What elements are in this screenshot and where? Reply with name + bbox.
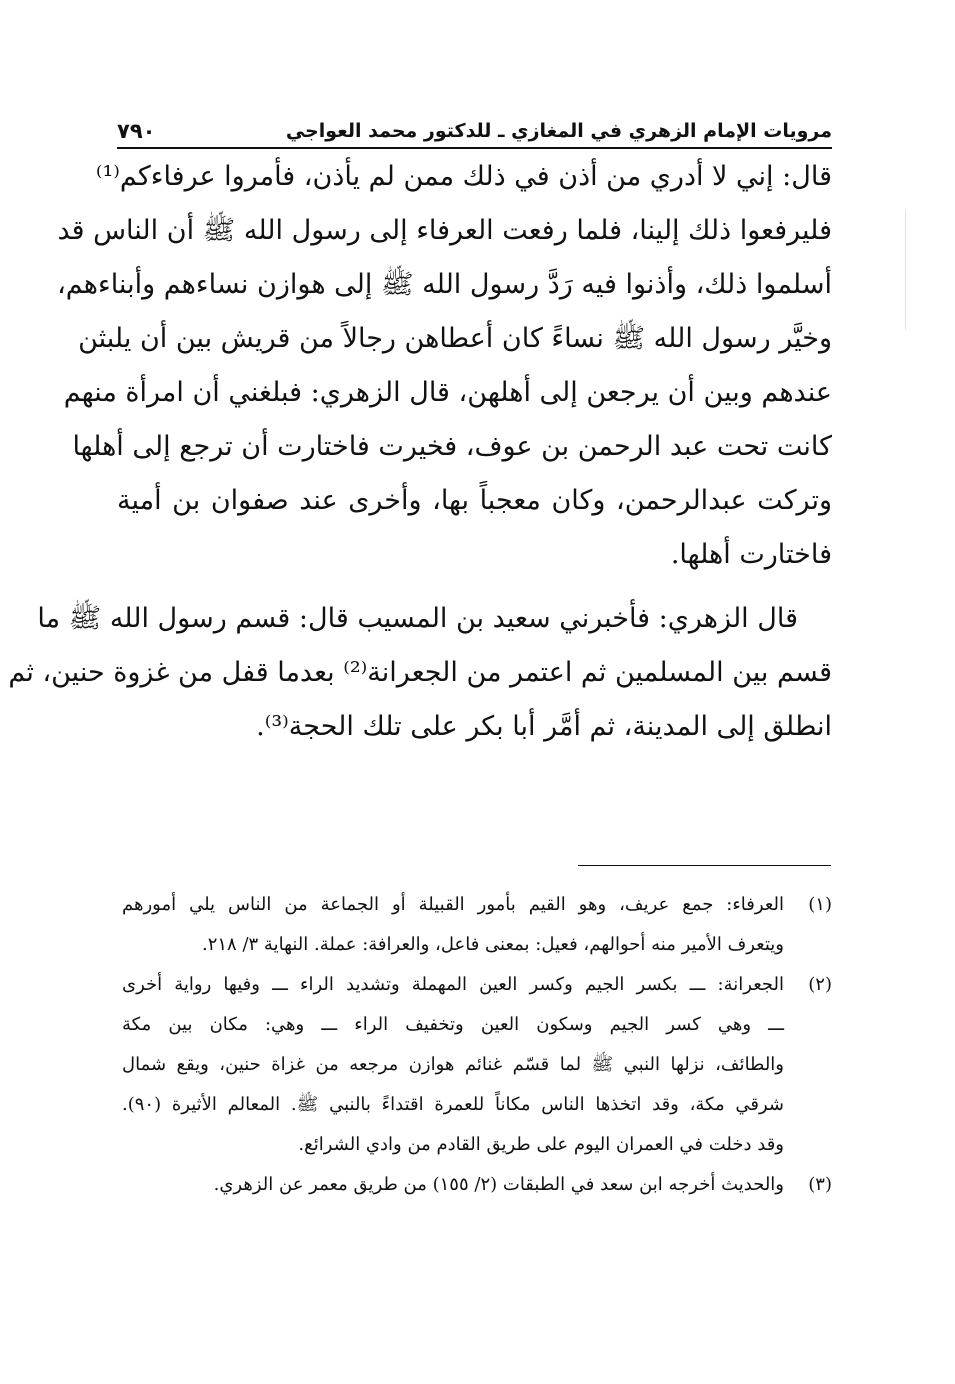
text-line: وخيَّر رسول الله ﷺ نساءً كان أعطاهن رجالاً من قريش بين أن يلبثن — [78, 323, 832, 354]
header-title: مرويات الإمام الزهري في المغازي ـ للدكتور محمد العواجي — [285, 120, 832, 142]
header-rule — [117, 147, 832, 149]
page-number: ٧٩٠ — [117, 119, 156, 143]
footnote-number: (١) — [808, 894, 832, 915]
footnote-line: العرفاء: جمع عريف، وهو القيم بأمور القبيلة أو الجماعة من الناس يلي أمورهم — [122, 894, 784, 915]
text-line: أسلموا ذلك، وأذنوا فيه رَدَّ رسول الله ﷺ إلى هوازن نساءهم وأبناءهم، — [57, 269, 832, 300]
running-header — [117, 110, 832, 146]
text-line: وتركت عبدالرحمن، وكان معجباً بها، وأخرى عند صفوان بن أمية — [117, 485, 832, 516]
text-line: فليرفعوا ذلك إلينا، فلما رفعت العرفاء إلى رسول الله ﷺ أن الناس قد — [57, 215, 832, 246]
text-line: انطلق إلى المدينة، ثم أمَّر أبا بكر على تلك الحجة⁽³⁾. — [256, 711, 832, 742]
text-line: عندهم وبين أن يرجعن إلى أهلهن، قال الزهري: فبلغني أن امرأة منهم — [63, 377, 832, 408]
text-line: قال الزهري: فأخبرني سعيد بن المسيب قال: قسم رسول الله ﷺ ما — [37, 603, 798, 634]
footnotes — [122, 885, 832, 1205]
footnote — [122, 1165, 832, 1205]
footnote-line: والطائف، نزلها النبي ﷺ لما قسّم غنائم هوازن مرجعه من غزاة حنين، ويقع شمال — [122, 1054, 784, 1075]
footnote-separator — [578, 865, 831, 866]
footnote-line: الجعرانة: ـــ بكسر الجيم وكسر العين المهملة وتشديد الراء ـــ وفيها رواية أخرى — [122, 974, 784, 995]
paragraph — [57, 150, 832, 582]
footnote-line: ـــ وهي كسر الجيم وسكون العين وتخفيف الراء ـــ وهي: مكان بين مكة — [122, 1014, 784, 1035]
paragraph — [8, 592, 832, 754]
footnote-line: وقد دخلت في العمران اليوم على طريق القادم من وادي الشرائع. — [298, 1134, 784, 1155]
text-line: فاختارت أهلها. — [670, 539, 832, 570]
footnote-number: (٢) — [808, 974, 832, 995]
paragraph-gap — [117, 582, 832, 592]
footnote-line: شرقي مكة، وقد اتخذها الناس مكاناً للعمرة اقتداءً بالنبي ﷺ. المعالم الأثيرة (٩٠). — [122, 1094, 784, 1115]
footnote — [122, 885, 832, 965]
text-line: قال: إني لا أدري من أذن في ذلك ممن لم يأذن، فأمروا عرفاءكم⁽¹⁾ — [95, 161, 832, 192]
scan-margin-mark — [905, 210, 906, 330]
footnote-line: ويتعرف الأمير منه أحوالهم، فعيل: بمعنى فاعل، والعرافة: عملة. النهاية ٣/ ٢١٨. — [201, 934, 784, 955]
footnote-number: (٣) — [808, 1174, 832, 1195]
main-text — [8, 150, 832, 754]
footnote-line: والحديث أخرجه ابن سعد في الطبقات (٢/ ١٥٥) من طريق معمر عن الزهري. — [213, 1174, 784, 1195]
text-line: كانت تحت عبد الرحمن بن عوف، فخيرت فاختارت أن ترجع إلى أهلها — [72, 431, 832, 462]
footnote — [122, 965, 832, 1165]
text-line: قسم بين المسلمين ثم اعتمر من الجعرانة⁽²⁾ بعدما قفل من غزوة حنين، ثم — [8, 657, 832, 688]
